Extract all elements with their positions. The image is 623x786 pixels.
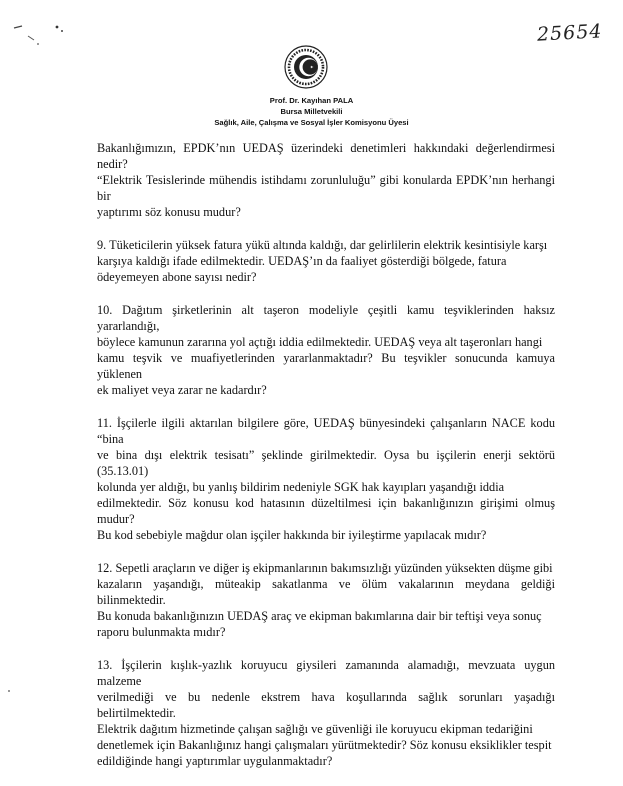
text-line: 9. Tüketicilerin yüksek fatura yükü altında kaldığı, dar gelirlilerin elektrik kesintisiyle karşı xyxy=(97,238,548,252)
text-line: 12. Sepetli araçların ve diğer iş ekipmanlarının bakımsızlığı yüzünden yüksekten düşme gibi xyxy=(97,561,553,575)
handwritten-document-number: 25654 xyxy=(536,20,603,46)
text-line: Bakanlığımızın, EPDK’nın UEDAŞ üzerindeki denetimleri hakkındaki değerlendirmesi nedir? xyxy=(97,141,555,171)
text-line: “Elektrik Tesislerinde mühendis istihdamı zorunluluğu” gibi konularda EPDK’nın herhangi bir xyxy=(97,173,555,203)
text-line: Bu kod sebebiyle mağdur olan işçiler hakkında bir iyileştirme yapılacak mıdır? xyxy=(97,528,487,542)
text-line: ve bina dışı elektrik tesisatı” şeklinde girilmektedir. Oysa bu işçilerin enerji sektörü (35.13.01) xyxy=(97,448,555,478)
document-body xyxy=(97,140,555,786)
text-line: 13. İşçilerin kışlık-yazlık koruyucu giysileri zamanında alamadığı, mevzuata uygun malzeme xyxy=(97,658,555,688)
question-11 xyxy=(97,415,555,543)
question-12 xyxy=(97,560,555,640)
scan-specks xyxy=(12,22,82,52)
text-line: 11. İşçilerle ilgili aktarılan bilgilere göre, UEDAŞ bünyesindeki çalışanların NACE kodu “bina xyxy=(97,416,555,446)
text-line: böylece kamunun zararına yol açtığı iddia edilmektedir. UEDAŞ veya alt taşeronları hangi xyxy=(97,335,543,349)
author-title: Bursa Milletvekili xyxy=(280,107,343,116)
question-13 xyxy=(97,657,555,769)
text-line: ödeyemeyen abone sayısı nedir? xyxy=(97,270,257,284)
text-line: kamu teşvik ve muafiyetlerinden yararlanmaktadır? Bu teşvikler sonucunda kamuya yüklenen xyxy=(97,351,555,381)
author-committee: Sağlık, Aile, Çalışma ve Sosyal İşler Komisyonu Üyesi xyxy=(214,118,409,127)
author-name: Prof. Dr. Kayıhan PALA xyxy=(269,96,354,105)
text-line: ek maliyet veya zarar ne kadardır? xyxy=(97,383,267,397)
text-line: kolunda yer aldığı, bu yanlış bildirim nedeniyle SGK hak kayıpları yaşandığı iddia xyxy=(97,480,505,494)
parliament-emblem-icon xyxy=(283,44,329,90)
text-line: karşıya kaldığı ifade edilmektedir. UEDAŞ’ın da faaliyet gösterdiği bölgede, fatura xyxy=(97,254,507,268)
question-9 xyxy=(97,237,555,285)
text-line: edilmektedir. Söz konusu kod hatasının düzeltilmesi için bakanlığınızın girişimi olmuş mudur? xyxy=(97,496,555,526)
text-line: Elektrik dağıtım hizmetinde çalışan sağlığı ve güvenliği ile koruyucu ekipman tedariğini xyxy=(97,722,533,736)
text-line: Bu konuda bakanlığınızın UEDAŞ araç ve ekipman bakımlarına dair bir teftişi veya sonuç xyxy=(97,609,542,623)
scan-speck xyxy=(8,690,10,692)
question-10 xyxy=(97,302,555,398)
paragraph-continued xyxy=(97,140,555,220)
text-line: 10. Dağıtım şirketlerinin alt taşeron modeliyle çeşitli kamu teşviklerinden haksız yararlandığı, xyxy=(97,303,555,333)
text-line: yaptırımı söz konusu mudur? xyxy=(97,205,241,219)
text-line: denetlemek için Bakanlığınız hangi çalışmaları yürütmektedir? Söz konusu eksiklikler tespit xyxy=(97,738,552,752)
text-line: edildiğinde hangi yaptırımlar uygulanmaktadır? xyxy=(97,754,333,768)
letter-header xyxy=(150,95,473,128)
text-line: verilmediği ve bu nedenle ekstrem hava koşullarında sağlık sorunları yaşadığı belirtilmektedir. xyxy=(97,690,555,720)
text-line: raporu bulunmakta mıdır? xyxy=(97,625,226,639)
text-line: kazaların yaşandığı, müteakip sakatlanma ve ölüm vakalarının meydana geldiği bilinmektedir. xyxy=(97,577,555,607)
